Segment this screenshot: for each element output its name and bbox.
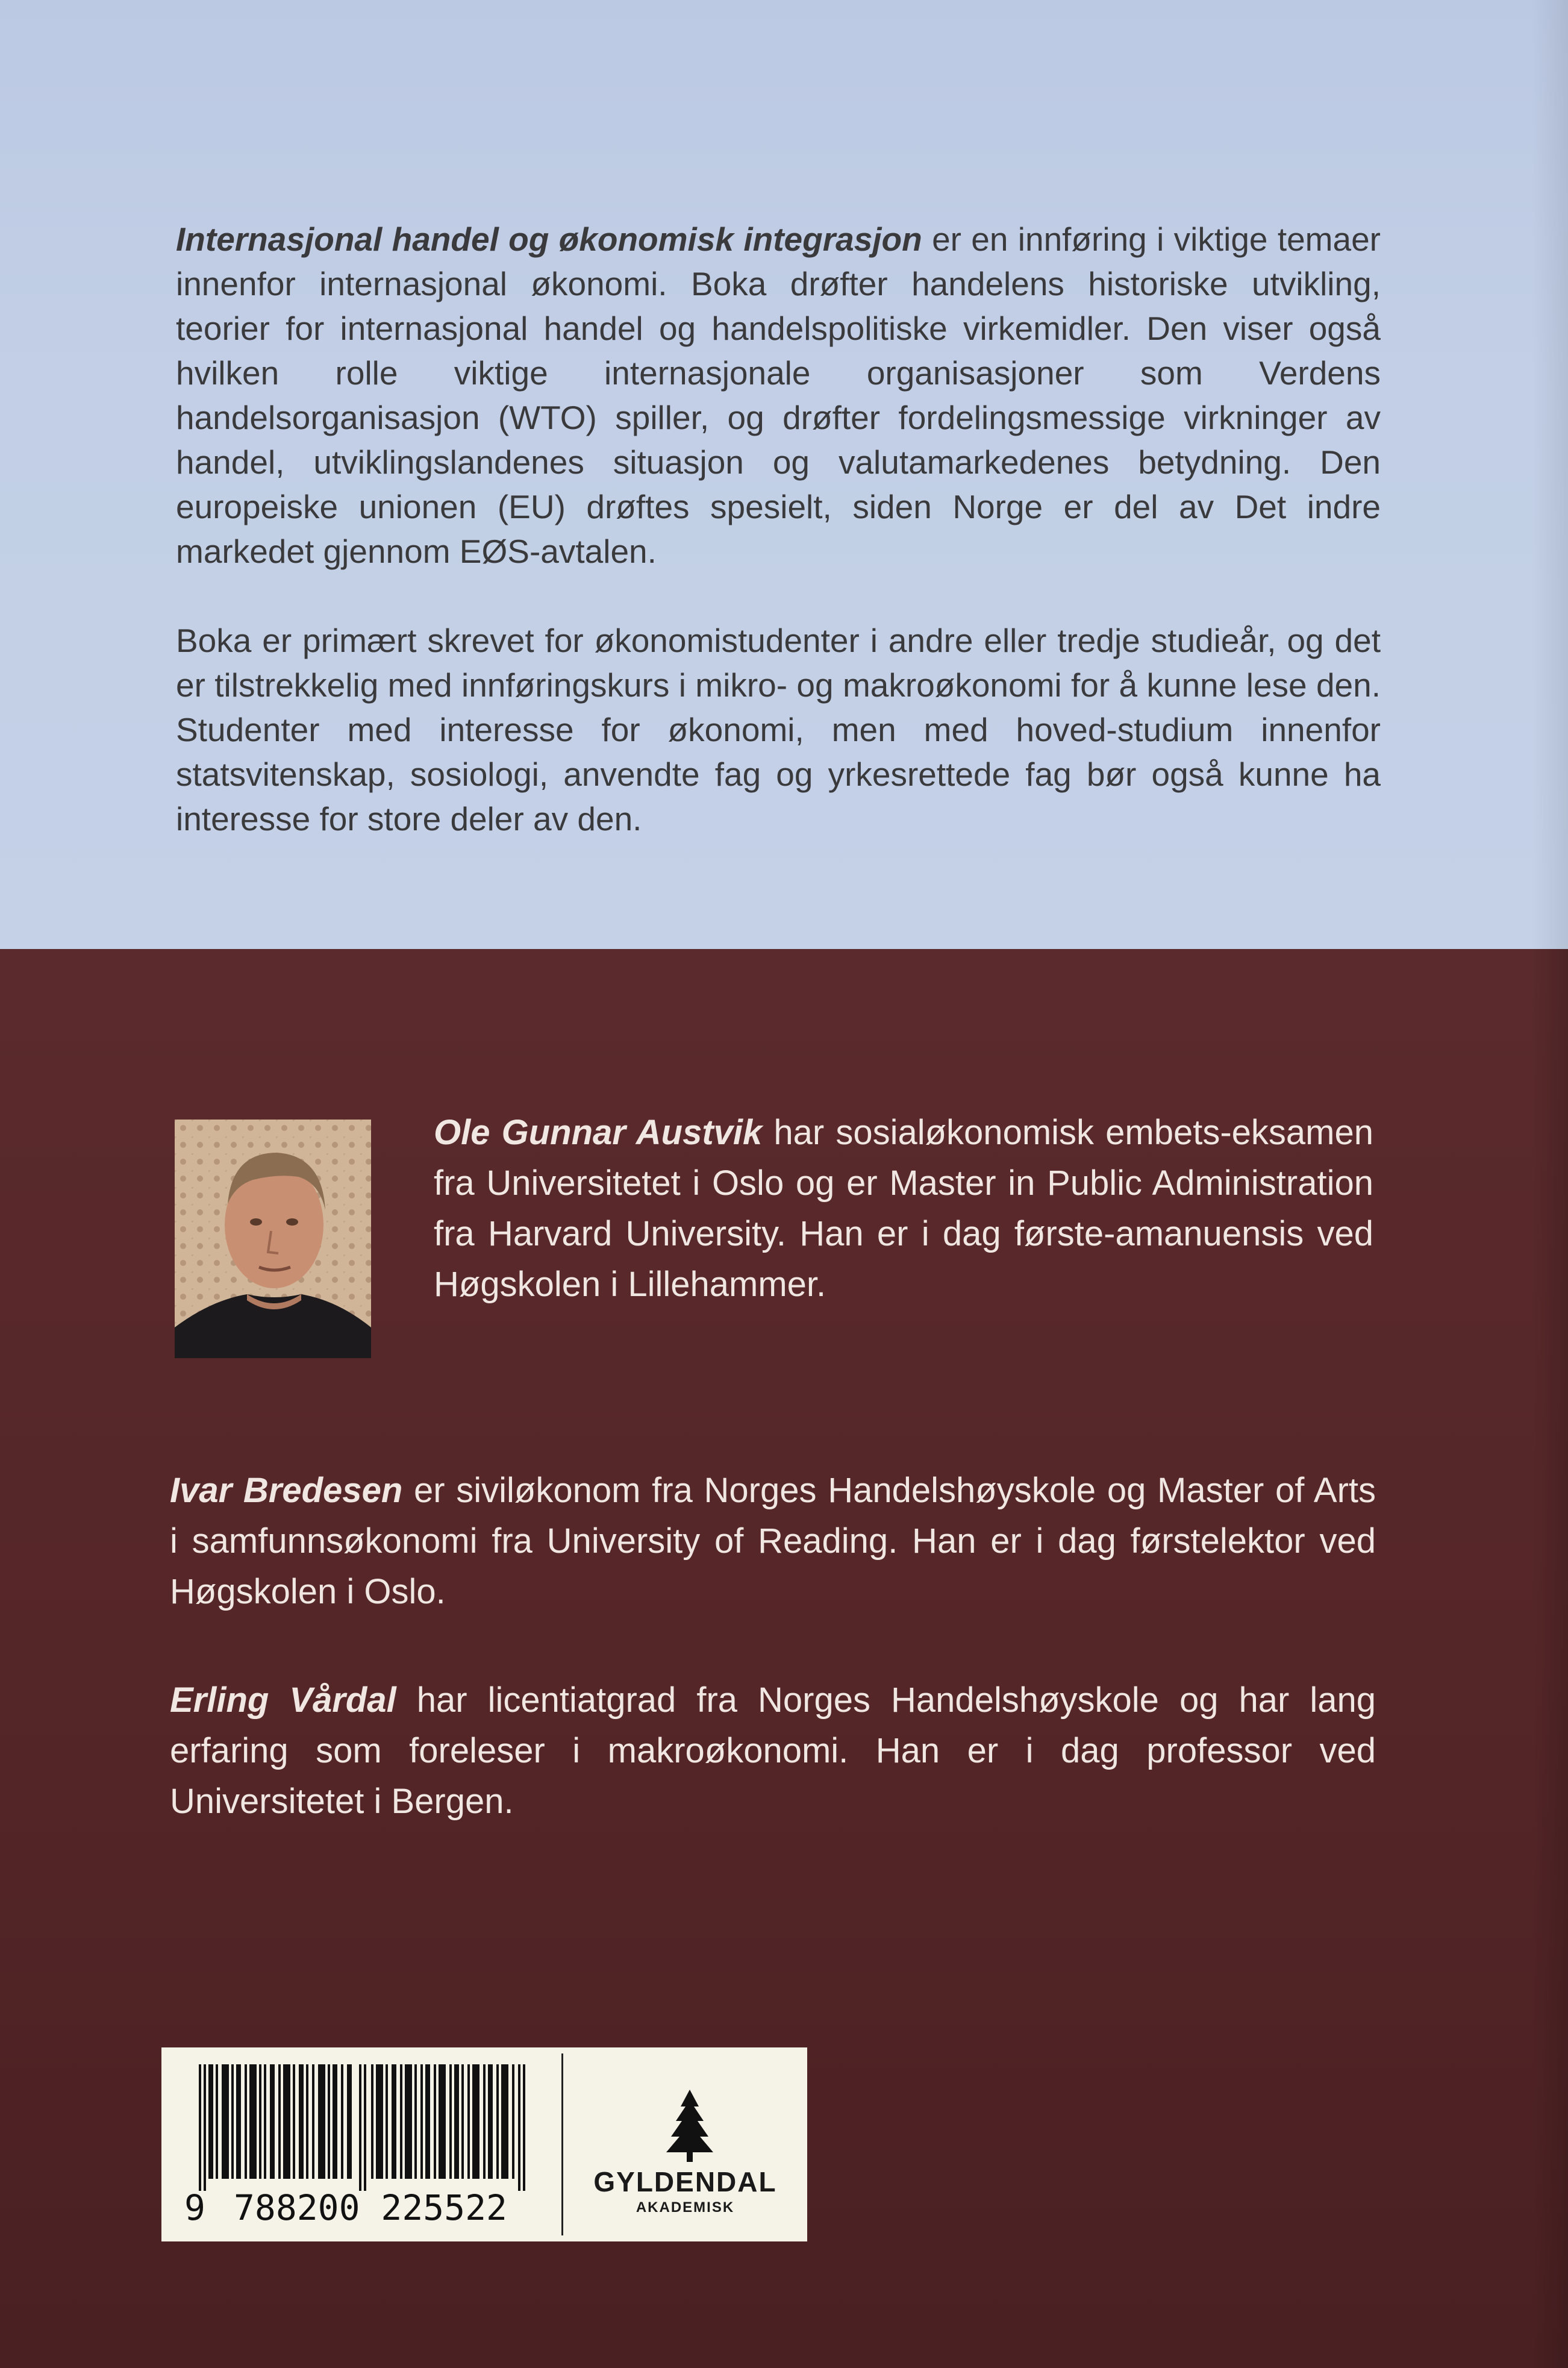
author-bio-text-1: har sosialøkonomisk embets-eksamen fra Universitetet i Oslo og er Master in Public Administration fra Harvard University. Han er i dag første-amanuensis ved Høgskolen i Lillehammer. bbox=[434, 1113, 1373, 1304]
book-title: Internasjonal handel og økonomisk integrasjon bbox=[176, 221, 922, 258]
publisher-subtitle: AKADEMISK bbox=[636, 2199, 735, 2216]
author-bio-1 bbox=[434, 1107, 1373, 1310]
isbn-number: 788200 225522 bbox=[234, 2187, 507, 2228]
author-name-2: Ivar Bredesen bbox=[170, 1471, 403, 1510]
isbn-first-digit: 9 bbox=[184, 2187, 205, 2228]
author-bio-text-2: er siviløkonom fra Norges Handelshøyskole og Master of Arts i samfunnsøkonomi fra University of Reading. Han er i dag førstelektor ved Høgskolen i Oslo. bbox=[170, 1471, 1376, 1611]
author-bio-text-3: har licentiatgrad fra Norges Handelshøyskole og har lang erfaring som foreleser i makroøkonomi. Han er i dag professor ved Universitetet i Bergen. bbox=[170, 1680, 1376, 1821]
barcode-bars bbox=[199, 2064, 536, 2191]
description-paragraph-1 bbox=[176, 217, 1381, 574]
description-paragraph-2: Boka er primært skrevet for økonomistudenter i andre eller tredje studieår, og det er tilstrekkelig med innføringskurs i mikro- og makroøkonomi for å kunne lese den. Studenter med interesse for økonomi, men med hoved-studium innenfor statsvitenskap, sosiologi, anvendte fag og yrkesrettede fag bør også kunne ha interesse for store deler av den. bbox=[176, 622, 1381, 838]
tree-icon bbox=[663, 2090, 717, 2162]
author-photo bbox=[175, 1120, 371, 1358]
publisher-name: GYLDENDAL bbox=[593, 2166, 777, 2197]
book-description bbox=[176, 217, 1381, 886]
author-bio-2 bbox=[170, 1465, 1376, 1617]
publisher-logo bbox=[563, 2047, 807, 2241]
description-text-1: er en innføring i viktige temaer innenfor internasjonal økonomi. Boka drøfter handelens historiske utvikling, teorier for internasjonal handel og handelspolitiske virkemidler. Den viser også hvilken rolle viktige internasjonale organisasjoner som Verdens handelsorganisasjon (WTO) spiller, og drøfter fordelingsmessige virkninger av handel, utviklingslandenes situasjon og valutamarkedenes betydning. Den europeiske unionen (EU) drøftes spesielt, siden Norge er del av Det indre markedet gjennom EØS-avtalen. bbox=[176, 221, 1381, 570]
author-bio-3 bbox=[170, 1675, 1376, 1827]
isbn-barcode bbox=[161, 2047, 559, 2241]
author-name-1: Ole Gunnar Austvik bbox=[434, 1113, 763, 1152]
barcode-label bbox=[161, 2047, 807, 2241]
author-name-3: Erling Vårdal bbox=[170, 1680, 396, 1720]
description-panel bbox=[0, 0, 1568, 949]
